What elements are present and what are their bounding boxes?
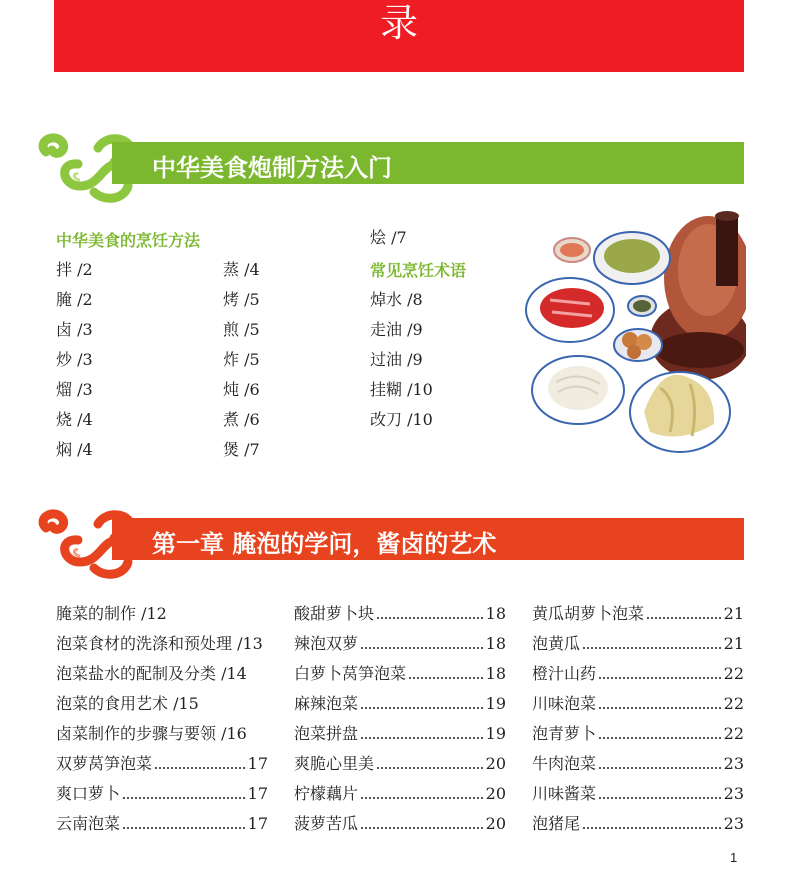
toc-label: 泡黄瓜: [532, 634, 581, 653]
toc-row: [294, 634, 506, 654]
toc-row: [532, 664, 744, 684]
dot-leader: [583, 827, 721, 829]
toc-label: 黄瓜胡萝卜泡菜: [532, 604, 645, 623]
list-item: 烤 /5: [223, 290, 260, 309]
list-item: 卤 /3: [56, 320, 93, 339]
toc-label: 牛肉泡菜: [532, 754, 597, 773]
dot-leader: [599, 737, 721, 739]
toc-page: 18: [485, 664, 506, 683]
toc-label: 卤菜制作的步骤与要领 /16: [56, 724, 247, 743]
toc-page: 19: [485, 724, 506, 743]
toc-row: [532, 604, 744, 624]
toc-row: [294, 694, 506, 714]
toc-row: [294, 724, 506, 744]
toc-row: [294, 754, 506, 774]
toc-label: 云南泡菜: [56, 814, 121, 833]
dot-leader: [123, 827, 245, 829]
toc-label: 泡菜盐水的配制及分类 /14: [56, 664, 247, 683]
toc-page: 18: [485, 604, 506, 623]
toc-row: [294, 784, 506, 804]
toc-label: 橙汁山药: [532, 664, 597, 683]
dot-leader: [155, 767, 245, 769]
hotpot-food-image: [520, 200, 746, 468]
toc-label: 腌菜的制作 /12: [56, 604, 167, 623]
list-item: 拌 /2: [56, 260, 93, 279]
list-item: 煲 /7: [223, 440, 260, 459]
toc-row: [532, 784, 744, 804]
toc-page: 21: [723, 634, 744, 653]
dot-leader: [599, 767, 721, 769]
list-item: 炒 /3: [56, 350, 93, 369]
dot-leader: [599, 707, 721, 709]
list-item: 熘 /3: [56, 380, 93, 399]
dot-leader: [647, 617, 721, 619]
toc-row: [294, 664, 506, 684]
header-char: 录: [379, 1, 418, 45]
terms-heading: 常见烹饪术语: [370, 261, 467, 280]
toc-page: 17: [247, 754, 268, 773]
toc-row: [532, 754, 744, 774]
toc-page: 22: [723, 664, 744, 683]
header-band: [54, 0, 744, 72]
dot-leader: [361, 797, 483, 799]
toc-page: 17: [247, 784, 268, 803]
toc-row: [56, 664, 286, 684]
page-number: 1: [730, 850, 738, 865]
list-item: 炸 /5: [223, 350, 260, 369]
list-item: 焖 /4: [56, 440, 93, 459]
dot-leader: [377, 767, 483, 769]
list-item: 腌 /2: [56, 290, 93, 309]
list-item: 煮 /6: [223, 410, 260, 429]
list-item: 烩 /7: [370, 228, 407, 247]
toc-row: [56, 754, 268, 774]
toc-row: [56, 604, 286, 624]
toc-label: 白萝卜莴笋泡菜: [294, 664, 407, 683]
toc-page: 23: [723, 814, 744, 833]
toc-page: 22: [723, 694, 744, 713]
toc-row: [56, 724, 286, 744]
list-item: 蒸 /4: [223, 260, 260, 279]
list-item: 改刀 /10: [370, 410, 433, 429]
toc-label: 菠萝苦瓜: [294, 814, 359, 833]
toc-row: [532, 814, 744, 834]
dot-leader: [361, 707, 483, 709]
list-item: 过油 /9: [370, 350, 423, 369]
toc-row: [532, 724, 744, 744]
toc-label: 泡猪尾: [532, 814, 581, 833]
toc-label: 泡菜食材的洗涤和预处理 /13: [56, 634, 263, 653]
toc-label: 柠檬藕片: [294, 784, 359, 803]
toc-label: 辣泡双萝: [294, 634, 359, 653]
list-item: 炖 /6: [223, 380, 260, 399]
dot-leader: [599, 797, 721, 799]
toc-page: 18: [485, 634, 506, 653]
toc-label: 爽口萝卜: [56, 784, 121, 803]
toc-label: 泡青萝卜: [532, 724, 597, 743]
dot-leader: [361, 647, 483, 649]
methods-heading: 中华美食的烹饪方法: [56, 231, 201, 250]
toc-row: [56, 814, 268, 834]
list-item: 烧 /4: [56, 410, 93, 429]
toc-label: 泡菜拼盘: [294, 724, 359, 743]
toc-row: [294, 604, 506, 624]
dot-leader: [599, 677, 721, 679]
dot-leader: [583, 647, 721, 649]
toc-page: 23: [723, 784, 744, 803]
toc-page: 20: [485, 754, 506, 773]
section2-title: 第一章 腌泡的学问，酱卤的艺术: [152, 530, 497, 558]
toc-row: [294, 814, 506, 834]
section1-title: 中华美食炮制方法入门: [152, 154, 392, 182]
toc-label: 泡菜的食用艺术 /15: [56, 694, 199, 713]
toc-row: [532, 694, 744, 714]
toc-label: 酸甜萝卜块: [294, 604, 375, 623]
toc-page: 20: [485, 784, 506, 803]
toc-label: 麻辣泡菜: [294, 694, 359, 713]
toc-page: 17: [247, 814, 268, 833]
list-item: 煎 /5: [223, 320, 260, 339]
toc-label: 双萝莴笋泡菜: [56, 754, 153, 773]
toc-row: [532, 634, 744, 654]
toc-page: 19: [485, 694, 506, 713]
toc-page: 23: [723, 754, 744, 773]
dot-leader: [123, 797, 245, 799]
list-item: 焯水 /8: [370, 290, 423, 309]
toc-row: [56, 634, 286, 654]
dot-leader: [377, 617, 483, 619]
list-item: 走油 /9: [370, 320, 423, 339]
dot-leader: [361, 737, 483, 739]
list-item: 挂糊 /10: [370, 380, 433, 399]
dot-leader: [361, 827, 483, 829]
toc-label: 川味泡菜: [532, 694, 597, 713]
dot-leader: [409, 677, 483, 679]
toc-label: 川味酱菜: [532, 784, 597, 803]
toc-page: 21: [723, 604, 744, 623]
toc-page: 22: [723, 724, 744, 743]
toc-page: 20: [485, 814, 506, 833]
toc-row: [56, 694, 286, 714]
toc-label: 爽脆心里美: [294, 754, 375, 773]
toc-row: [56, 784, 268, 804]
